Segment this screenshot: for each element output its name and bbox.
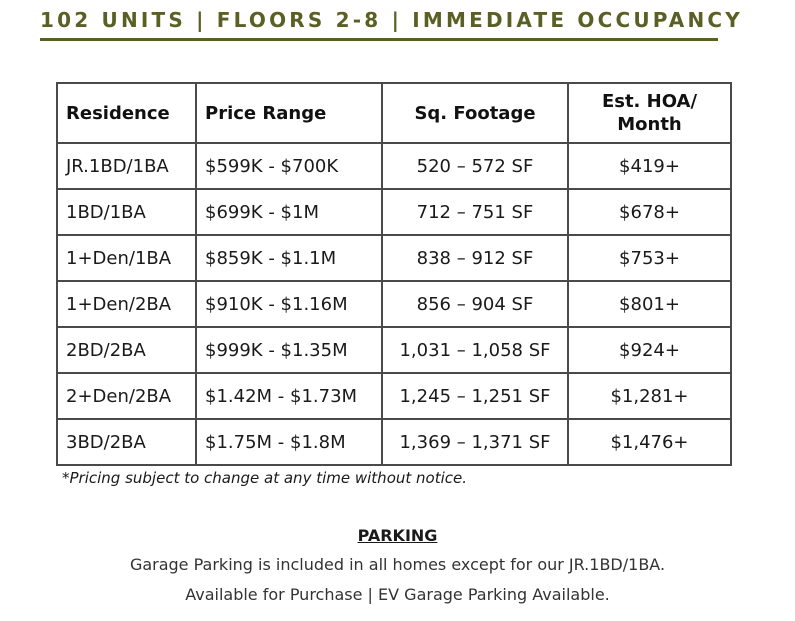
cell-price-range: $699K - $1M: [196, 189, 382, 235]
cell-price-range: $910K - $1.16M: [196, 281, 382, 327]
column-header-residence: Residence: [57, 83, 196, 143]
cell-price-range: $1.42M - $1.73M: [196, 373, 382, 419]
cell-residence: 2+Den/2BA: [57, 373, 196, 419]
parking-text-line-1: Garage Parking is included in all homes except for our JR.1BD/1BA.: [129, 555, 666, 574]
cell-sq-footage: 838 – 912 SF: [382, 235, 568, 281]
cell-residence: 1BD/1BA: [57, 189, 196, 235]
cell-hoa: $801+: [568, 281, 731, 327]
pricing-table: [56, 82, 732, 466]
cell-hoa: $753+: [568, 235, 731, 281]
cell-sq-footage: 856 – 904 SF: [382, 281, 568, 327]
column-header-sq-footage: Sq. Footage: [382, 83, 568, 143]
cell-price-range: $1.75M - $1.8M: [196, 419, 382, 465]
parking-text-line-2: Available for Purchase | EV Garage Parking Available.: [185, 585, 610, 604]
page-headline: 102 UNITS | FLOORS 2-8 | IMMEDIATE OCCUPANCY: [40, 8, 743, 32]
cell-residence: JR.1BD/1BA: [57, 143, 196, 189]
table-row: [57, 281, 731, 327]
pricing-disclaimer: *Pricing subject to change at any time without notice.: [62, 469, 467, 487]
cell-price-range: $599K - $700K: [196, 143, 382, 189]
table-row: [57, 327, 731, 373]
cell-residence: 3BD/2BA: [57, 419, 196, 465]
table-header-row: [57, 83, 731, 143]
parking-heading: PARKING: [357, 526, 438, 545]
headline-divider: [40, 38, 718, 41]
cell-hoa: $924+: [568, 327, 731, 373]
cell-sq-footage: 1,245 – 1,251 SF: [382, 373, 568, 419]
cell-residence: 1+Den/1BA: [57, 235, 196, 281]
table-row: [57, 373, 731, 419]
table-row: [57, 235, 731, 281]
cell-residence: 2BD/2BA: [57, 327, 196, 373]
cell-sq-footage: 1,031 – 1,058 SF: [382, 327, 568, 373]
cell-hoa: $678+: [568, 189, 731, 235]
cell-sq-footage: 1,369 – 1,371 SF: [382, 419, 568, 465]
cell-hoa: $1,281+: [568, 373, 731, 419]
cell-residence: 1+Den/2BA: [57, 281, 196, 327]
column-header-price-range: Price Range: [196, 83, 382, 143]
cell-price-range: $859K - $1.1M: [196, 235, 382, 281]
table-row: [57, 419, 731, 465]
cell-sq-footage: 712 – 751 SF: [382, 189, 568, 235]
cell-hoa: $1,476+: [568, 419, 731, 465]
table-row: [57, 143, 731, 189]
cell-sq-footage: 520 – 572 SF: [382, 143, 568, 189]
cell-hoa: $419+: [568, 143, 731, 189]
cell-price-range: $999K - $1.35M: [196, 327, 382, 373]
column-header-est-hoa: Est. HOA/ Month: [568, 83, 731, 143]
table-row: [57, 189, 731, 235]
